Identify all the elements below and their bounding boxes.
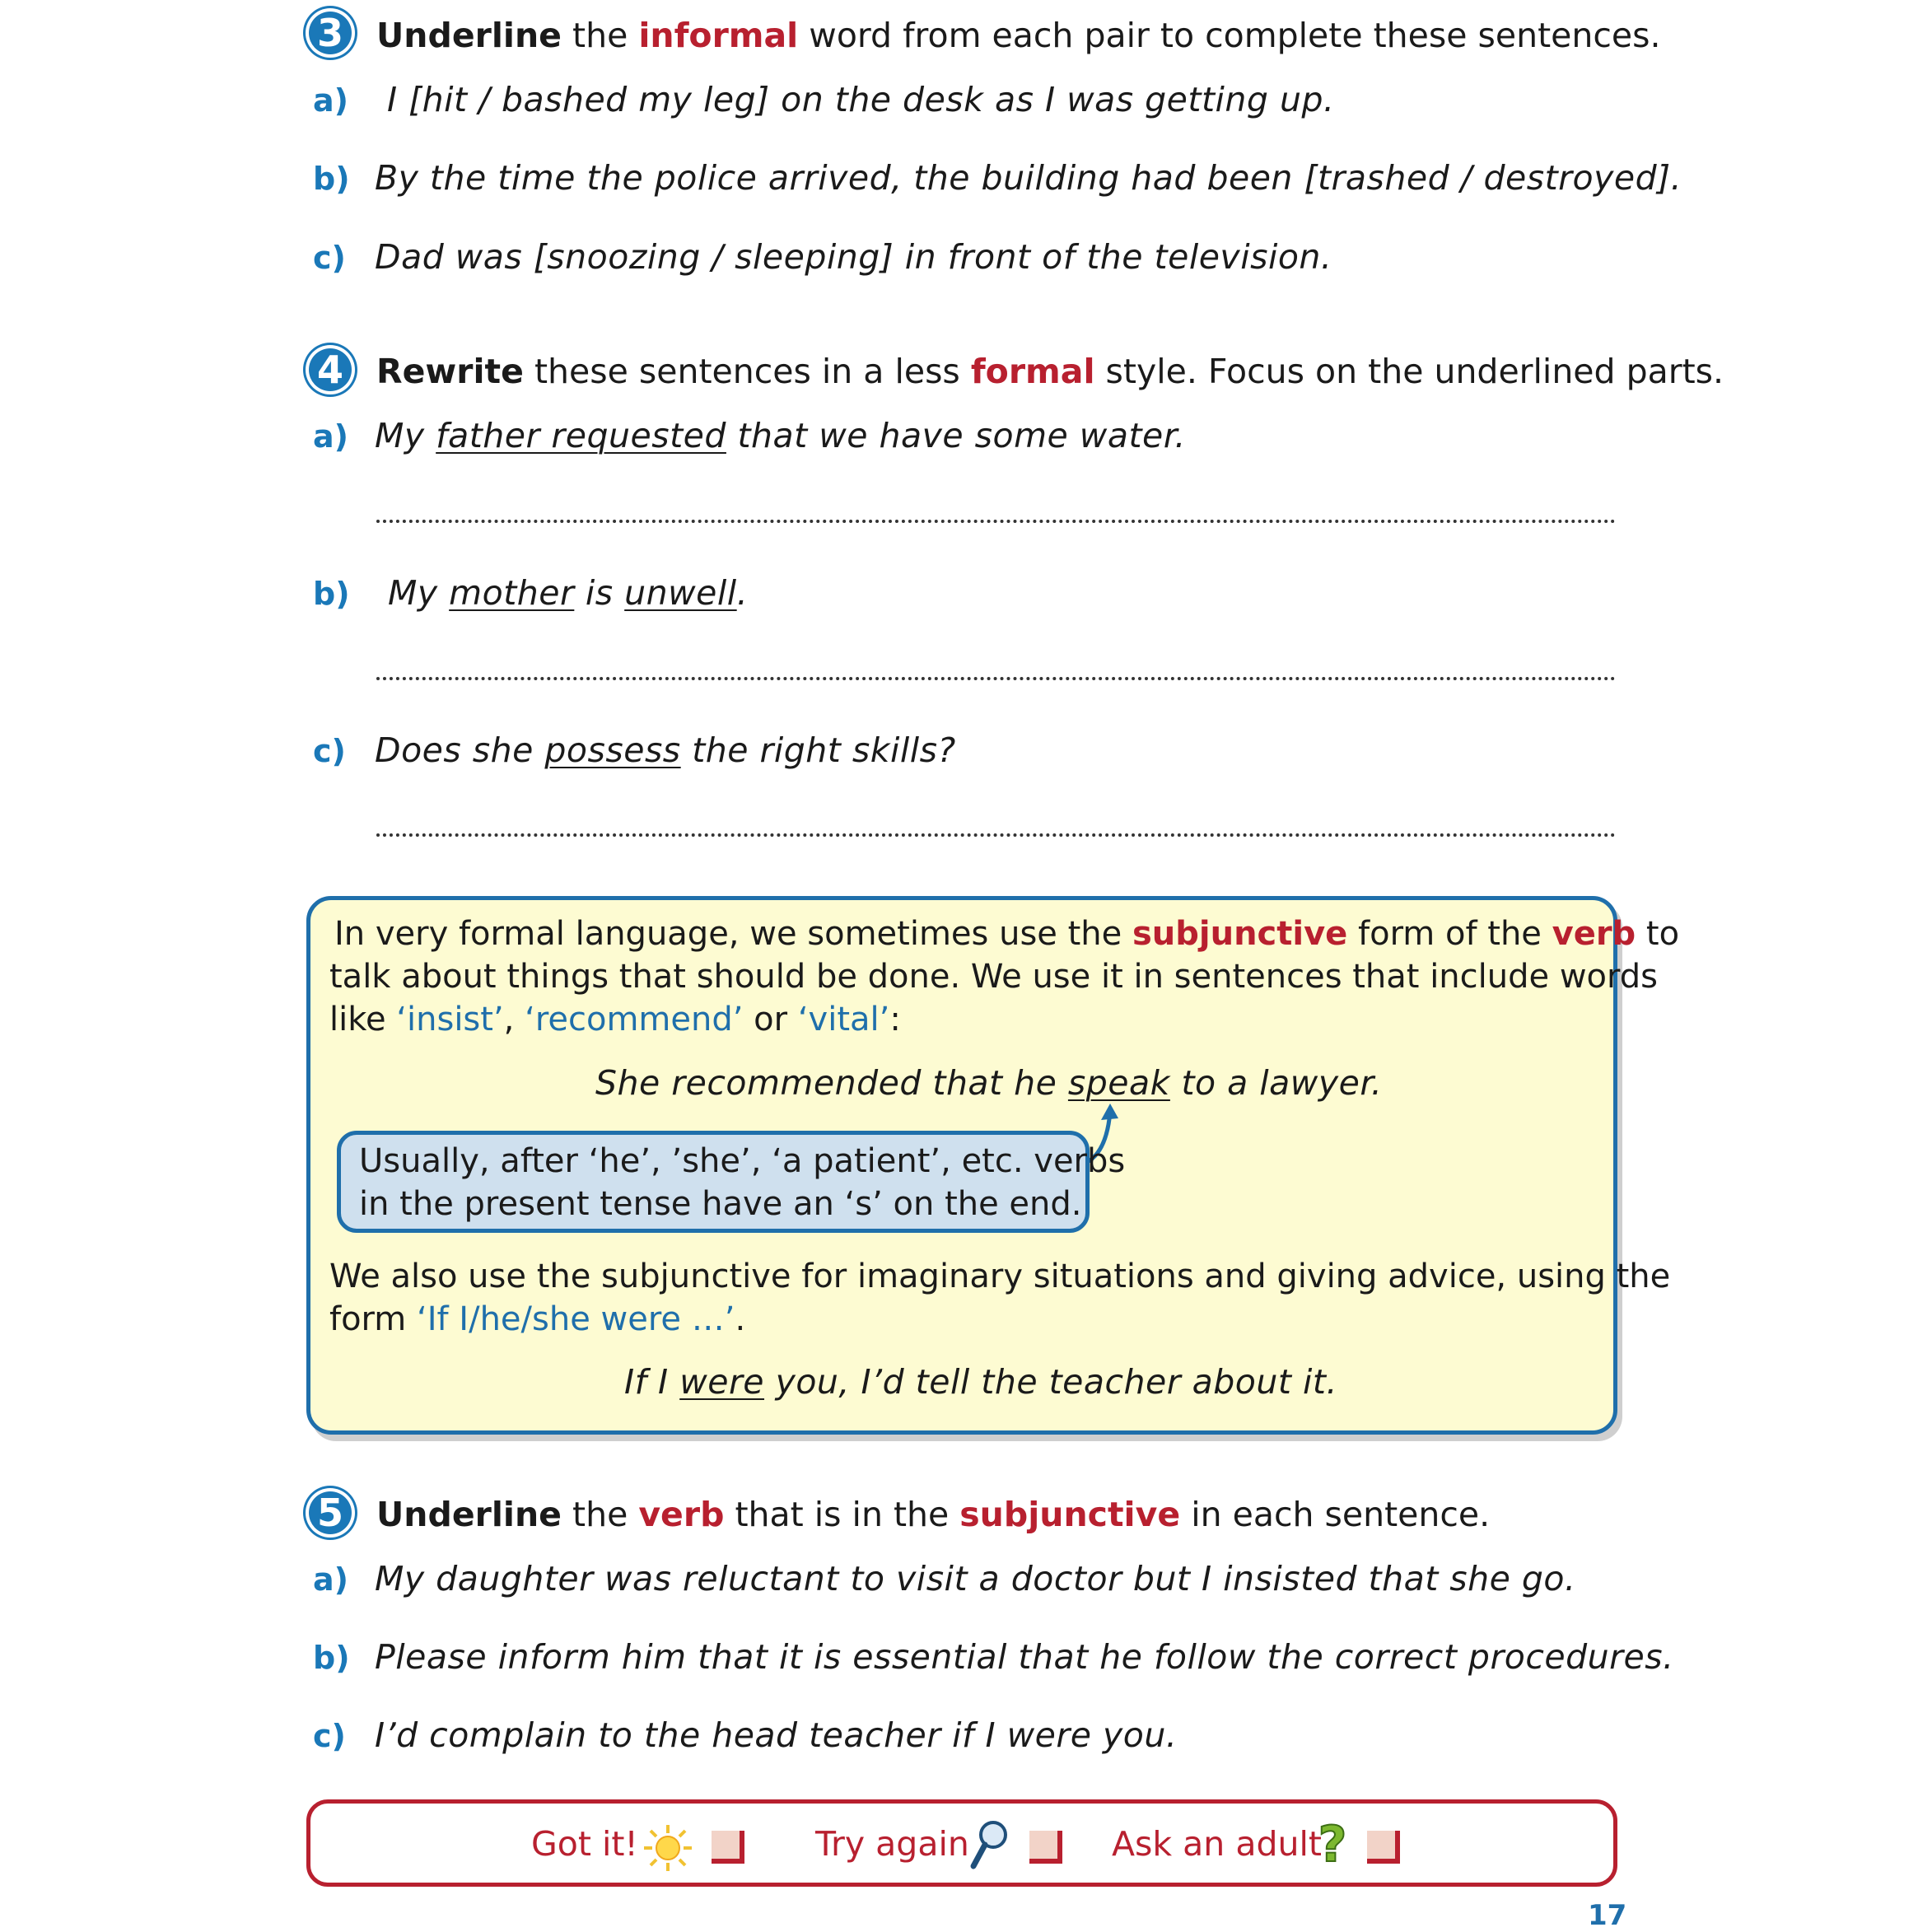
instruction-verb: Underline [376, 16, 562, 55]
info-line: talk about things that should be done. We use it in sentences that include words [329, 958, 1658, 996]
instruction-text: in each sentence. [1180, 1495, 1491, 1534]
q4-sentence-c [375, 729, 956, 772]
sentence-text: to a lawyer. [1169, 1063, 1383, 1103]
underlined-word: mother [449, 573, 575, 613]
page-number: 17 [1588, 1899, 1627, 1932]
q5-label-b: b) [313, 1640, 350, 1676]
example-word-insist: ‘insist’ [396, 1001, 504, 1038]
q3-sentence-a[interactable]: I [hit / bashed my leg] on the desk as I was getting up. [387, 80, 1335, 119]
ask-an-adult-label: Ask an adult [1112, 1824, 1322, 1864]
q4-label-a: a) [313, 418, 349, 455]
answer-line-c[interactable] [376, 833, 1616, 837]
info-text: : [889, 1001, 901, 1038]
sentence-text: is [574, 573, 625, 613]
info-line [334, 912, 1679, 955]
keyword-formal: formal [970, 352, 1095, 391]
sentence-text: you, I’d tell the teacher about it. [764, 1362, 1337, 1402]
q3-sentence-c[interactable]: Dad was [snoozing / sleeping] in front of the television. [375, 237, 1332, 277]
example-word-vital: ‘vital’ [797, 1001, 890, 1038]
instruction-verb: Rewrite [376, 352, 524, 391]
instruction-text: word from each pair to complete these sentences. [798, 16, 1661, 55]
q3-instruction [376, 14, 1661, 57]
question-mark-icon [1314, 1817, 1351, 1871]
note-line: in the present tense have an ‘s’ on the end. [359, 1185, 1082, 1223]
info-text: , [503, 1001, 525, 1038]
got-it-checkbox[interactable] [712, 1831, 744, 1864]
underlined-word: possess [544, 730, 681, 770]
q4-label-c: c) [313, 733, 346, 769]
ask-an-adult-checkbox[interactable] [1367, 1831, 1400, 1864]
info-text: . [735, 1300, 746, 1338]
q5-label-a: a) [313, 1561, 349, 1598]
q5-instruction [376, 1493, 1490, 1536]
underlined-verb: speak [1067, 1063, 1170, 1103]
question-number-4: 4 [306, 345, 355, 394]
instruction-text: that is in the [724, 1495, 960, 1534]
info-text: or [743, 1001, 798, 1038]
example-sentence-2 [624, 1360, 1337, 1403]
sentence-text: . [736, 573, 749, 613]
info-text: form of the [1347, 915, 1552, 953]
q4-instruction [376, 350, 1724, 393]
info-line [329, 1298, 1670, 1341]
info-text: form [329, 1300, 417, 1338]
sentence-text: the right skills? [680, 730, 956, 770]
info-text: to [1636, 915, 1680, 953]
try-again-checkbox[interactable] [1029, 1831, 1062, 1864]
instruction-text: these sentences in a less [523, 352, 971, 391]
q3-label-a: a) [313, 82, 349, 119]
info-line [329, 998, 1679, 1041]
got-it-label: Got it! [531, 1824, 638, 1864]
answer-line-b[interactable] [376, 677, 1616, 680]
question-number-5: 5 [306, 1488, 355, 1538]
underlined-word: unwell [624, 573, 737, 613]
question-number-3: 3 [306, 8, 355, 58]
q4-label-b: b) [313, 576, 350, 612]
q3-label-b: b) [313, 161, 350, 197]
info-paragraph-1 [329, 912, 1680, 1041]
info-text: like [329, 1001, 397, 1038]
keyword-verb: verb [638, 1495, 725, 1534]
sun-icon [641, 1823, 695, 1873]
example-form: ‘If I/he/she were …’ [416, 1300, 735, 1338]
sentence-text: She recommended that he [595, 1063, 1068, 1103]
q5-sentence-a[interactable]: My daughter was reluctant to visit a doctor but I insisted that she go. [375, 1559, 1576, 1598]
keyword-informal: informal [638, 16, 799, 55]
q5-label-c: c) [313, 1718, 346, 1754]
q5-sentence-b[interactable]: Please inform him that it is essential that he follow the correct procedures. [375, 1637, 1674, 1677]
q3-sentence-b[interactable]: By the time the police arrived, the building had been [trashed / destroyed]. [375, 158, 1682, 198]
sentence-text: that we have some water. [726, 416, 1186, 455]
underlined-phrase: father requested [436, 416, 726, 455]
answer-line-a[interactable] [376, 520, 1616, 523]
instruction-text: the [561, 16, 639, 55]
example-word-recommend: ‘recommend’ [525, 1001, 744, 1038]
instruction-text: style. Focus on the underlined parts. [1094, 352, 1724, 391]
info-paragraph-2 [329, 1255, 1670, 1341]
sentence-text: My [388, 573, 450, 613]
instruction-text: the [561, 1495, 639, 1534]
note-line: Usually, after ‘he’, ’she’, ‘a patient’, etc. verbs [359, 1142, 1126, 1180]
info-line: We also use the subjunctive for imaginary situations and giving advice, using the [329, 1258, 1671, 1295]
sentence-text: If I [624, 1362, 680, 1402]
keyword-subjunctive: subjunctive [1132, 915, 1348, 953]
try-again-label: Try again [815, 1824, 969, 1864]
keyword-subjunctive: subjunctive [959, 1495, 1181, 1534]
q4-sentence-a [375, 414, 1186, 457]
q3-label-c: c) [313, 240, 346, 276]
q4-sentence-b [388, 572, 748, 614]
note-callout [337, 1131, 1126, 1233]
instruction-verb: Underline [376, 1495, 562, 1534]
q5-sentence-c[interactable]: I’d complain to the head teacher if I were you. [375, 1715, 1178, 1755]
info-text: In very formal language, we sometimes use the [334, 915, 1132, 953]
sentence-text: Does she [375, 730, 545, 770]
example-sentence-1 [595, 1062, 1382, 1104]
keyword-verb: verb [1552, 915, 1636, 953]
svg-text:?: ? [1318, 1817, 1347, 1871]
underlined-verb: were [679, 1362, 765, 1402]
sentence-text: My [375, 416, 436, 455]
magnifier-icon [968, 1818, 1010, 1873]
